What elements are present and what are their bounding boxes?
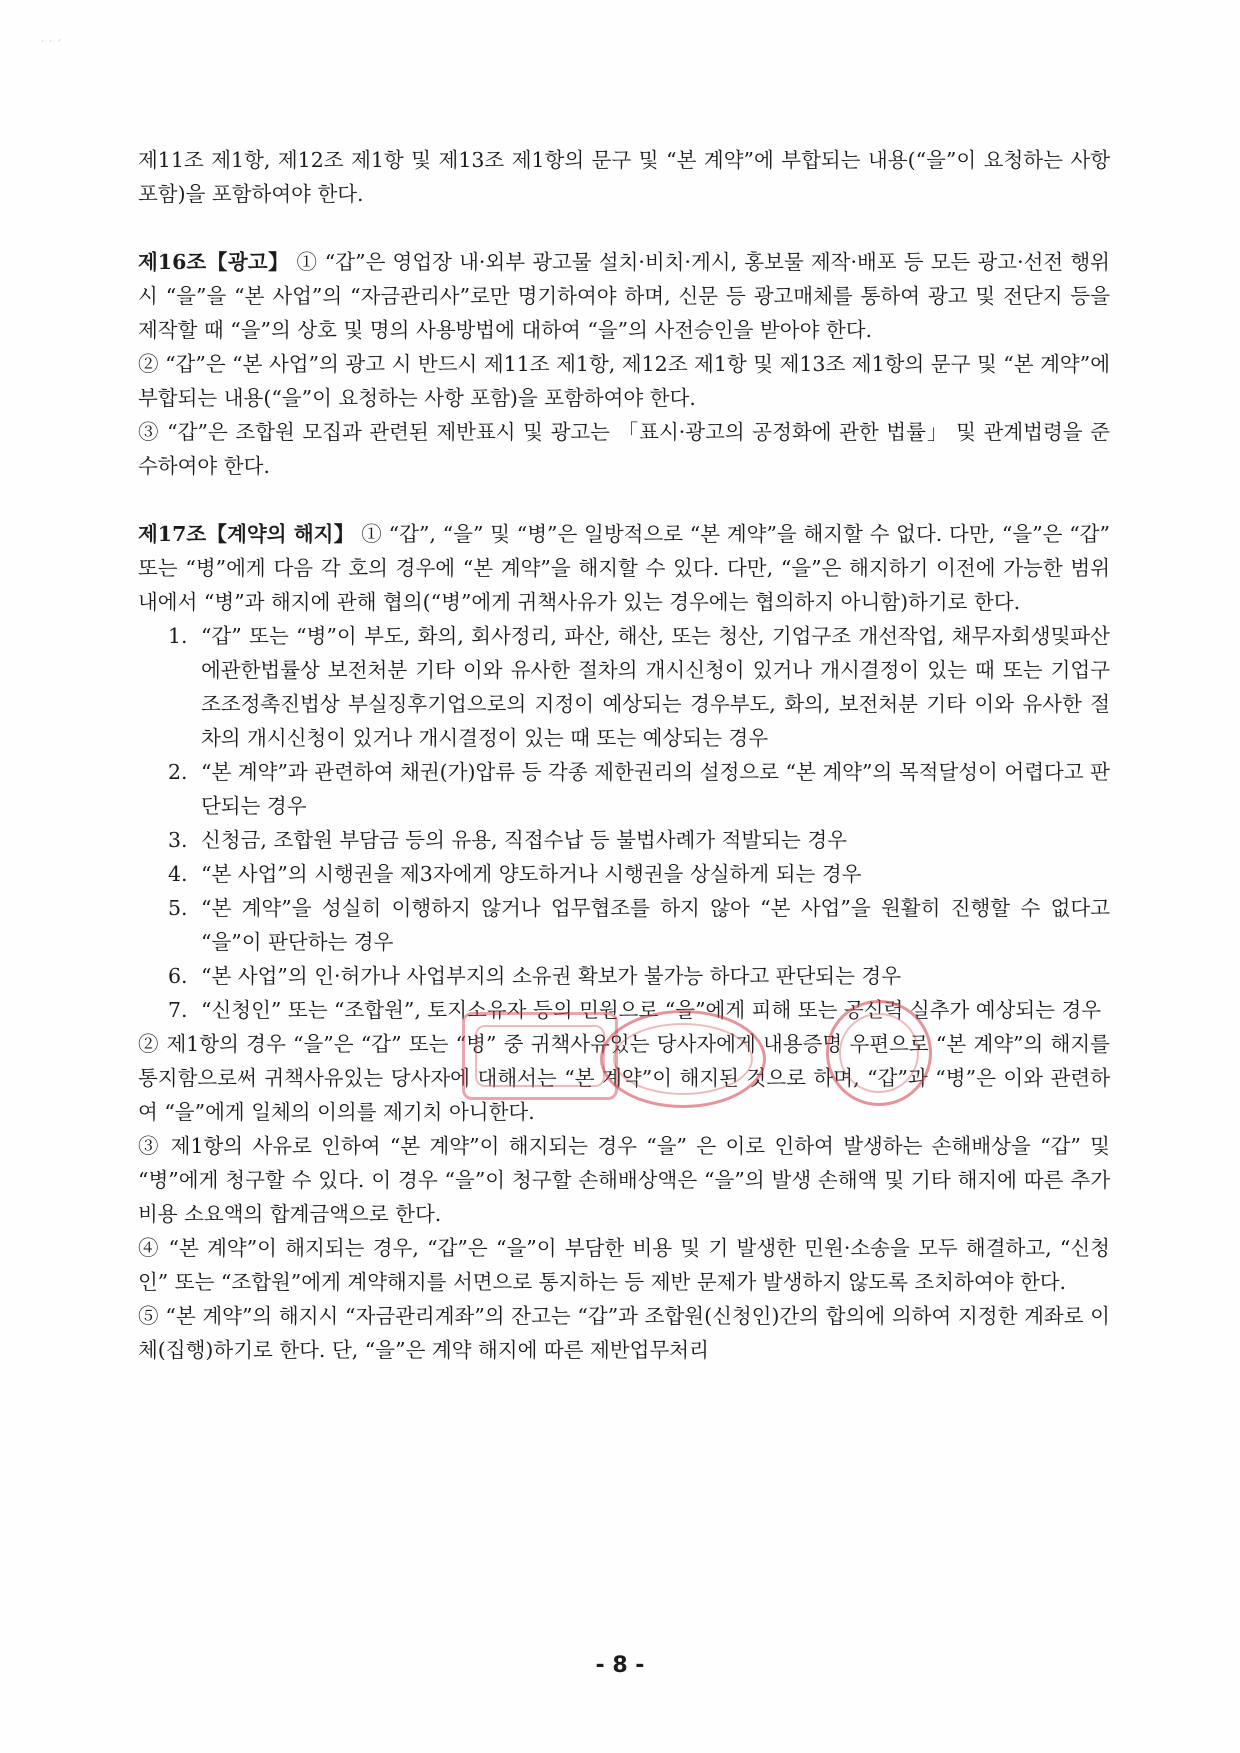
article-16-para-3: ③ “갑”은 조합원 모집과 관련된 제반표시 및 광고는 「표시·광고의 공정화에 관한 법률」 및 관계법령을 준수하여야 한다. (138, 420, 1110, 478)
document-body (138, 143, 1110, 1367)
red-seal-stamp (600, 1010, 766, 1108)
article-17-title: 제17조【계약의 해지】 (138, 522, 355, 546)
list-item: 6. “본 사업”의 인·허가나 사업부지의 소유권 확보가 불가능 하다고 판단되는 경우 (168, 964, 902, 988)
article-16-para-2: ② “갑”은 “본 사업”의 광고 시 반드시 제11조 제1항, 제12조 제1항 및 제13조 제1항의 문구 및 “본 계약”에 부합되는 내용(“을”이 요청하는 사항 포함)을 포함하여야 한다. (138, 352, 1110, 410)
list-item: 3. 신청금, 조합원 부담금 등의 유용, 직접수납 등 불법사례가 적발되는 경우 (168, 828, 847, 852)
article-16-title: 제16조【광고】 (138, 250, 290, 274)
page-number: - 8 - (595, 1653, 645, 1678)
article-17-item-list (138, 619, 1110, 1027)
article-17-para-2: ② 제1항의 경우 “을”은 “갑” 또는 “병” 중 귀책사유있는 당사자에게 내용증명 우편으로 “본 계약”의 해지를 통지함으로써 귀책사유있는 당사자에 대해서는 “본 계약”이 해지된 것으로 하며, “갑”과 “병”은 이와 관련하여 “을”에게 일체의 이의를 제기치 아니한다. (138, 1032, 1110, 1124)
scan-specks: ˙ ˙ ˊ (40, 40, 62, 51)
continuation-paragraph: 제11조 제1항, 제12조 제1항 및 제13조 제1항의 문구 및 “본 계약”에 부합되는 내용(“을”이 요청하는 사항 포함)을 포함하여야 한다. (138, 148, 1110, 206)
red-seal-stamp (462, 1012, 618, 1100)
article-16 (138, 245, 1110, 483)
article-17-intro: 제17조【계약의 해지】 ① “갑”, “을” 및 “병”은 일방적으로 “본 계약”을 해지할 수 없다. 다만, “을”은 “갑” 또는 “병”에게 다음 각 호의 경우에 “본 계약”을 해지할 수 있다. 다만, “을”은 해지하기 이전에 가능한 범위 내에서 “병”과 해지에 관해 협의(“병”에게 귀책사유가 있는 경우에는 협의하지 아니함)하기로 한다. (138, 522, 1110, 614)
article-17 (138, 517, 1110, 1367)
article-17-para-3: ③ 제1항의 사유로 인하여 “본 계약”이 해지되는 경우 “을” 은 이로 인하여 발생하는 손해배상을 “갑” 및 “병”에게 청구할 수 있다. 이 경우 “을”이 청구할 손해배상액은 “을”의 발생 손해액 및 기타 해지에 따른 추가비용 소요액의 합계금액으로 한다. (138, 1134, 1110, 1226)
article-16-para-1: 제16조【광고】 ① “갑”은 영업장 내·외부 광고물 설치·비치·게시, 홍보물 제작·배포 등 모든 광고·선전 행위시 “을”을 “본 사업”의 “자금관리사”로만 명기하여야 하며, 신문 등 광고매체를 통하여 광고 및 전단지 등을 제작할 때 “을”의 상호 및 명의 사용방법에 대하여 “을”의 사전승인을 받아야 한다. (138, 250, 1110, 342)
article-17-para-4: ④ “본 계약”이 해지되는 경우, “갑”은 “을”이 부담한 비용 및 기 발생한 민원·소송을 모두 해결하고, “신청인” 또는 “조합원”에게 계약해지를 서면으로 통지하는 등 제반 문제가 발생하지 않도록 조치하여야 한다. (138, 1236, 1110, 1294)
article-17-para-5: ⑤ “본 계약”의 해지시 “자금관리계좌”의 잔고는 “갑”과 조합원(신청인)간의 합의에 의하여 지정한 계좌로 이체(집행)하기로 한다. 단, “을”은 계약 해지에 따른 제반업무처리 (138, 1304, 1110, 1362)
red-seal-stamp (826, 1000, 932, 1106)
list-item: 2. “본 계약”과 관련하여 채권(가)압류 등 각종 제한권리의 설정으로 “본 계약”의 목적달성이 어렵다고 판단되는 경우 (168, 760, 1110, 818)
list-item: 4. “본 사업”의 시행권을 제3자에게 양도하거나 시행권을 상실하게 되는 경우 (168, 862, 862, 886)
list-item: 7. “신청인” 또는 “조합원”, 토지소유자 등의 민원으로 “을”에게 피해 또는 공신력 실추가 예상되는 경우 (168, 998, 1102, 1022)
list-item: 5. “본 계약”을 성실히 이행하지 않거나 업무협조를 하지 않아 “본 사업”을 원활히 진행할 수 없다고 “을”이 판단하는 경우 (168, 896, 1110, 954)
list-item: 1. “갑” 또는 “병”이 부도, 화의, 회사정리, 파산, 해산, 또는 청산, 기업구조 개선작업, 채무자회생및파산에관한법률상 보전처분 기타 이와 유사한 절차의 개시신청이 있거나 개시결정이 있는 때 또는 기업구조조정촉진법상 부실징후기업으로의 지정이 예상되는 경우부도, 화의, 보전처분 기타 이와 유사한 절차의 개시신청이 있거나 개시결정이 있는 때 또는 예상되는 경우 (168, 624, 1110, 750)
